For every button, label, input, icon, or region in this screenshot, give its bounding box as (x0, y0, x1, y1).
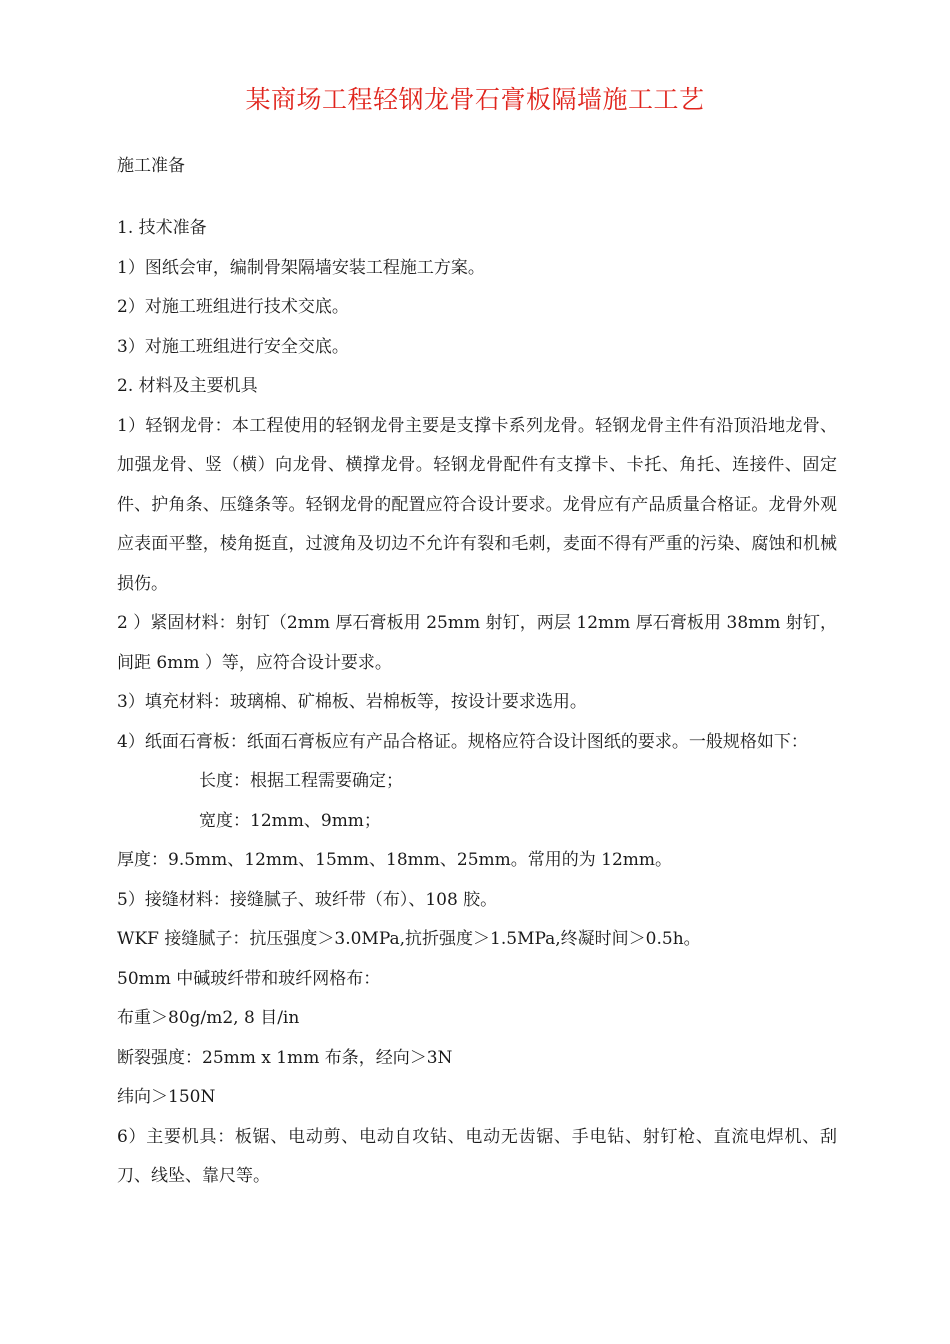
paragraph-indented: 长度：根据工程需要确定； (199, 771, 403, 791)
paragraph: WKF 接缝腻子：抗压强度＞3.0MPa,抗折强度＞1.5MPa,终凝时间＞0.5h。 (117, 929, 701, 949)
document-body (117, 209, 837, 1197)
section-heading: 施工准备 (117, 156, 185, 176)
paragraph: 1）轻钢龙骨：本工程使用的轻钢龙骨主要是支撑卡系列龙骨。轻钢龙骨主件有沿顶沿地龙骨、加强龙骨、竖（横）向龙骨、横撑龙骨。轻钢龙骨配件有支撑卡、卡托、角托、连接件、固定件、护角条、压缝条等。轻钢龙骨的配置应符合设计要求。龙骨应有产品质量合格证。龙骨外观应表面平整，棱角挺直，过渡角及切边不允许有裂和毛刺，麦面不得有严重的污染、腐蚀和机械损伤。 (117, 415, 837, 594)
paragraph: 3）对施工班组进行安全交底。 (117, 336, 349, 357)
paragraph: 3）填充材料：玻璃棉、矿棉板、岩棉板等，按设计要求选用。 (117, 692, 587, 712)
paragraph: 纬向＞150N (117, 1087, 216, 1107)
paragraph: 4）纸面石膏板：纸面石膏板应有产品合格证。规格应符合设计图纸的要求。一般规格如下： (117, 731, 808, 752)
paragraph: 50mm 中碱玻纤带和玻纤网格布： (117, 968, 381, 989)
paragraph: 布重＞80g/m2, 8 目/in (117, 1008, 300, 1028)
paragraph: 2. 材料及主要机具 (117, 376, 258, 396)
paragraph: 厚度：9.5mm、12mm、15mm、18mm、25mm。常用的为 12mm。 (117, 850, 673, 870)
paragraph: 断裂强度：25mm x 1mm 布条，经向＞3N (117, 1047, 453, 1068)
paragraph: 1）图纸会审，编制骨架隔墙安装工程施工方案。 (117, 257, 485, 278)
paragraph: 2 ）紧固材料：射钉（2mm 厚石膏板用 25mm 射钉，两层 12mm 厚石膏板用 38mm 射钉，间距 6mm ）等，应符合设计要求。 (117, 613, 837, 673)
document-title: 某商场工程轻钢龙骨石膏板隔墙施工工艺 (245, 85, 705, 114)
paragraph: 5）接缝材料：接缝腻子、玻纤带（布）、108 胶。 (117, 889, 498, 910)
paragraph-indented: 宽度：12mm、9mm； (199, 810, 381, 831)
paragraph: 2）对施工班组进行技术交底。 (117, 297, 349, 317)
paragraph: 1. 技术准备 (117, 218, 207, 238)
paragraph: 6）主要机具：板锯、电动剪、电动自攻钻、电动无齿锯、手电钻、射钉枪、直流电焊机、刮刀、线坠、靠尺等。 (117, 1126, 837, 1186)
